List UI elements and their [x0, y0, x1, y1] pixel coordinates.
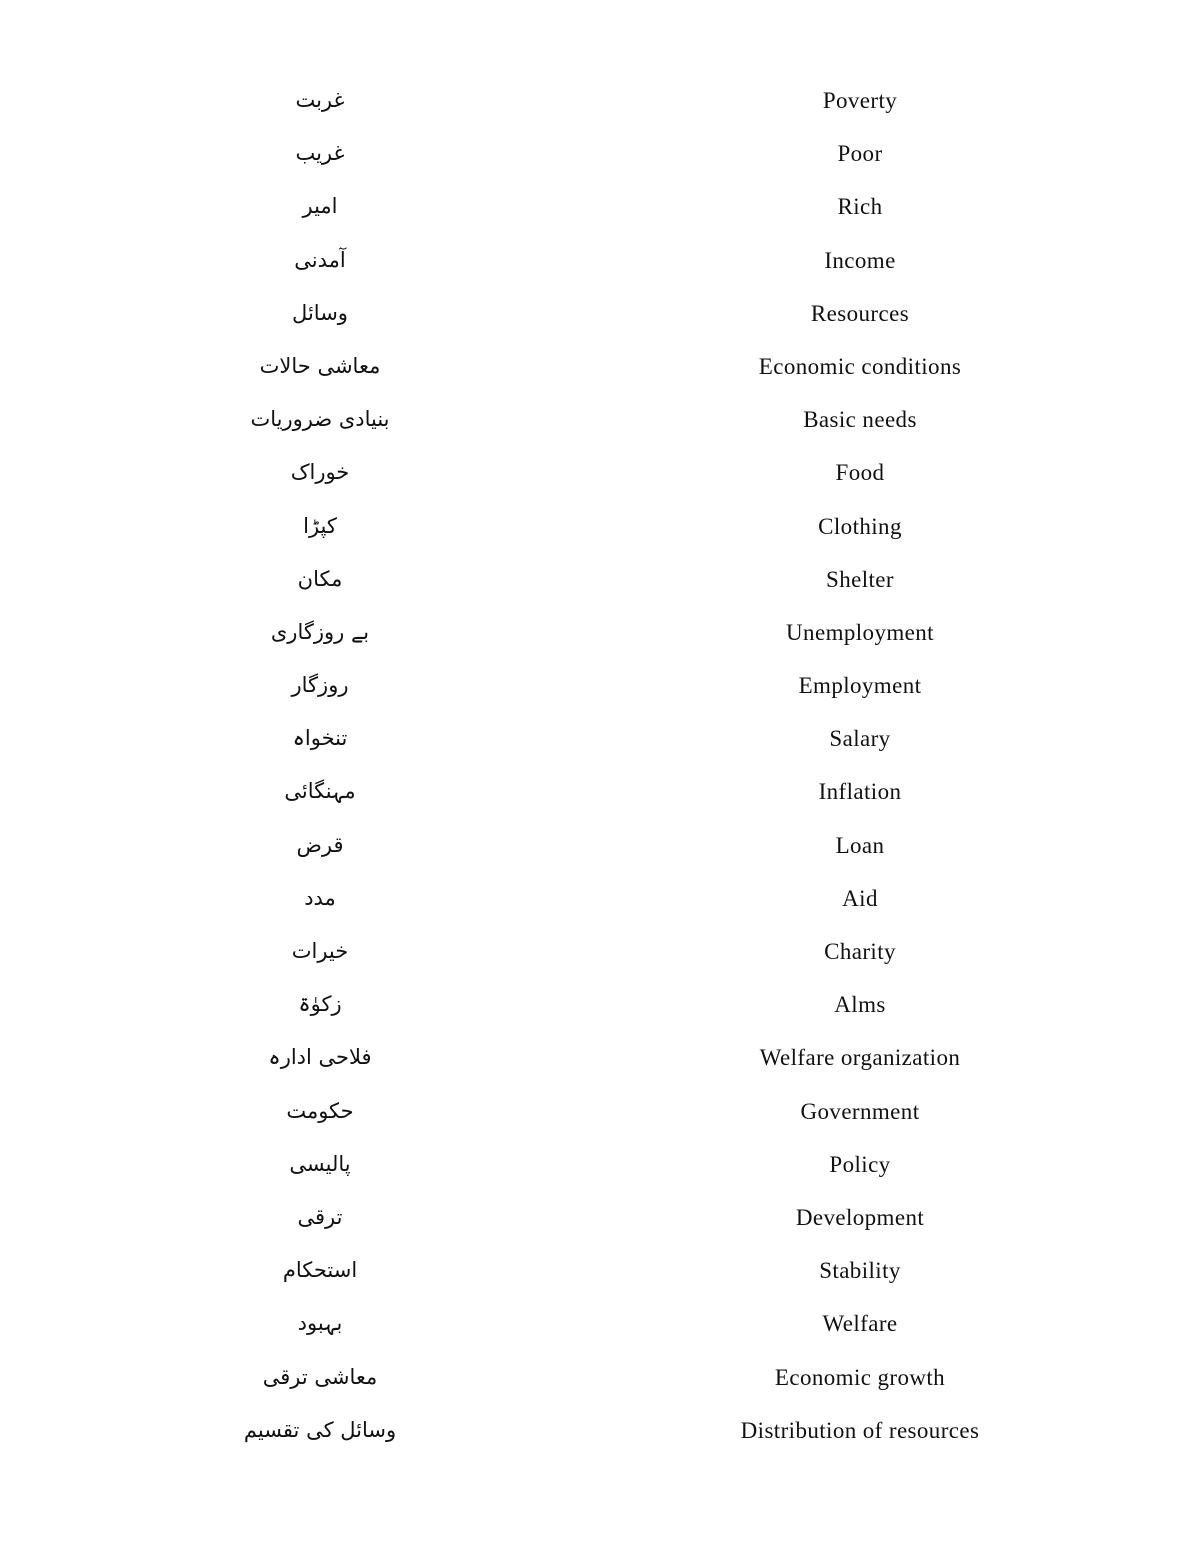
urdu-term: مکان	[297, 566, 343, 591]
glossary-entry	[0, 393, 1200, 446]
glossary-entry	[0, 340, 1200, 393]
english-term: Distribution of resources	[740, 1417, 980, 1443]
urdu-term: کپڑا	[303, 513, 337, 538]
english-term: Basic needs	[803, 407, 917, 433]
glossary-entry	[0, 712, 1200, 765]
glossary-entry	[0, 1138, 1200, 1191]
urdu-term: قرض	[296, 832, 344, 857]
urdu-term: مدد	[304, 885, 336, 910]
english-term: Poverty	[822, 88, 898, 113]
urdu-term: خوراک	[290, 460, 350, 485]
english-term: Income	[824, 247, 896, 273]
english-term: Inflation	[818, 779, 902, 805]
urdu-term: استحکام	[282, 1258, 358, 1283]
glossary-entry	[0, 180, 1200, 233]
urdu-term: بنیادی ضروریات	[250, 407, 390, 432]
glossary-entry	[0, 287, 1200, 340]
urdu-term: فلاحی ادارہ	[268, 1045, 372, 1070]
glossary-list	[0, 74, 1200, 1457]
english-term: Resources	[810, 300, 910, 326]
urdu-term: مہنگائی	[284, 779, 356, 804]
glossary-entry	[0, 74, 1200, 127]
urdu-term: غریب	[295, 141, 345, 166]
english-term: Poor	[837, 141, 883, 167]
urdu-term: آمدنی	[294, 247, 346, 272]
english-term: Policy	[829, 1151, 891, 1177]
urdu-term: امیر	[302, 194, 338, 219]
english-term: Rich	[837, 194, 883, 220]
english-term: Charity	[824, 939, 896, 964]
urdu-term: معاشی حالات	[259, 353, 381, 378]
glossary-entry	[0, 872, 1200, 925]
urdu-term: حکومت	[286, 1098, 354, 1123]
glossary-entry	[0, 606, 1200, 659]
glossary-entry	[0, 925, 1200, 978]
english-term: Aid	[842, 885, 878, 911]
glossary-entry	[0, 446, 1200, 499]
english-term: Economic growth	[774, 1364, 946, 1390]
english-term: Shelter	[826, 566, 894, 592]
urdu-term: بہبود	[297, 1311, 343, 1336]
glossary-entry	[0, 1404, 1200, 1457]
urdu-term: پالیسی	[289, 1151, 351, 1176]
glossary-entry	[0, 1297, 1200, 1350]
english-term: Economic conditions	[758, 353, 962, 379]
english-term: Loan	[835, 832, 885, 858]
glossary-entry	[0, 978, 1200, 1031]
urdu-term: بے روزگاری	[270, 619, 370, 644]
english-term: Unemployment	[786, 619, 934, 645]
glossary-entry	[0, 1031, 1200, 1084]
english-term: Salary	[829, 726, 891, 752]
urdu-term: ترقی	[297, 1204, 343, 1229]
glossary-entry	[0, 127, 1200, 180]
glossary-entry	[0, 1351, 1200, 1404]
urdu-term: معاشی ترقی	[262, 1364, 378, 1389]
english-term: Welfare	[822, 1311, 898, 1337]
english-term: Stability	[819, 1258, 901, 1284]
glossary-entry	[0, 659, 1200, 712]
glossary-entry	[0, 553, 1200, 606]
urdu-term: غربت	[295, 88, 345, 112]
english-term: Alms	[834, 992, 886, 1018]
urdu-term: روزگار	[291, 673, 349, 698]
urdu-term: تنخواہ	[292, 726, 348, 751]
english-term: Food	[835, 460, 885, 486]
glossary-entry	[0, 765, 1200, 818]
glossary-entry	[0, 500, 1200, 553]
english-term: Development	[795, 1204, 925, 1230]
english-term: Employment	[798, 673, 922, 699]
urdu-term: وسائل	[292, 300, 348, 325]
urdu-term: خیرات	[291, 939, 349, 963]
glossary-entry	[0, 819, 1200, 872]
english-term: Government	[800, 1098, 920, 1124]
urdu-term: زکوٰۃ	[298, 992, 342, 1017]
english-term: Clothing	[818, 513, 902, 539]
english-term: Welfare organization	[759, 1045, 961, 1071]
glossary-entry	[0, 234, 1200, 287]
glossary-entry	[0, 1244, 1200, 1297]
glossary-entry	[0, 1085, 1200, 1138]
glossary-entry	[0, 1191, 1200, 1244]
urdu-term: وسائل کی تقسیم	[243, 1417, 397, 1442]
